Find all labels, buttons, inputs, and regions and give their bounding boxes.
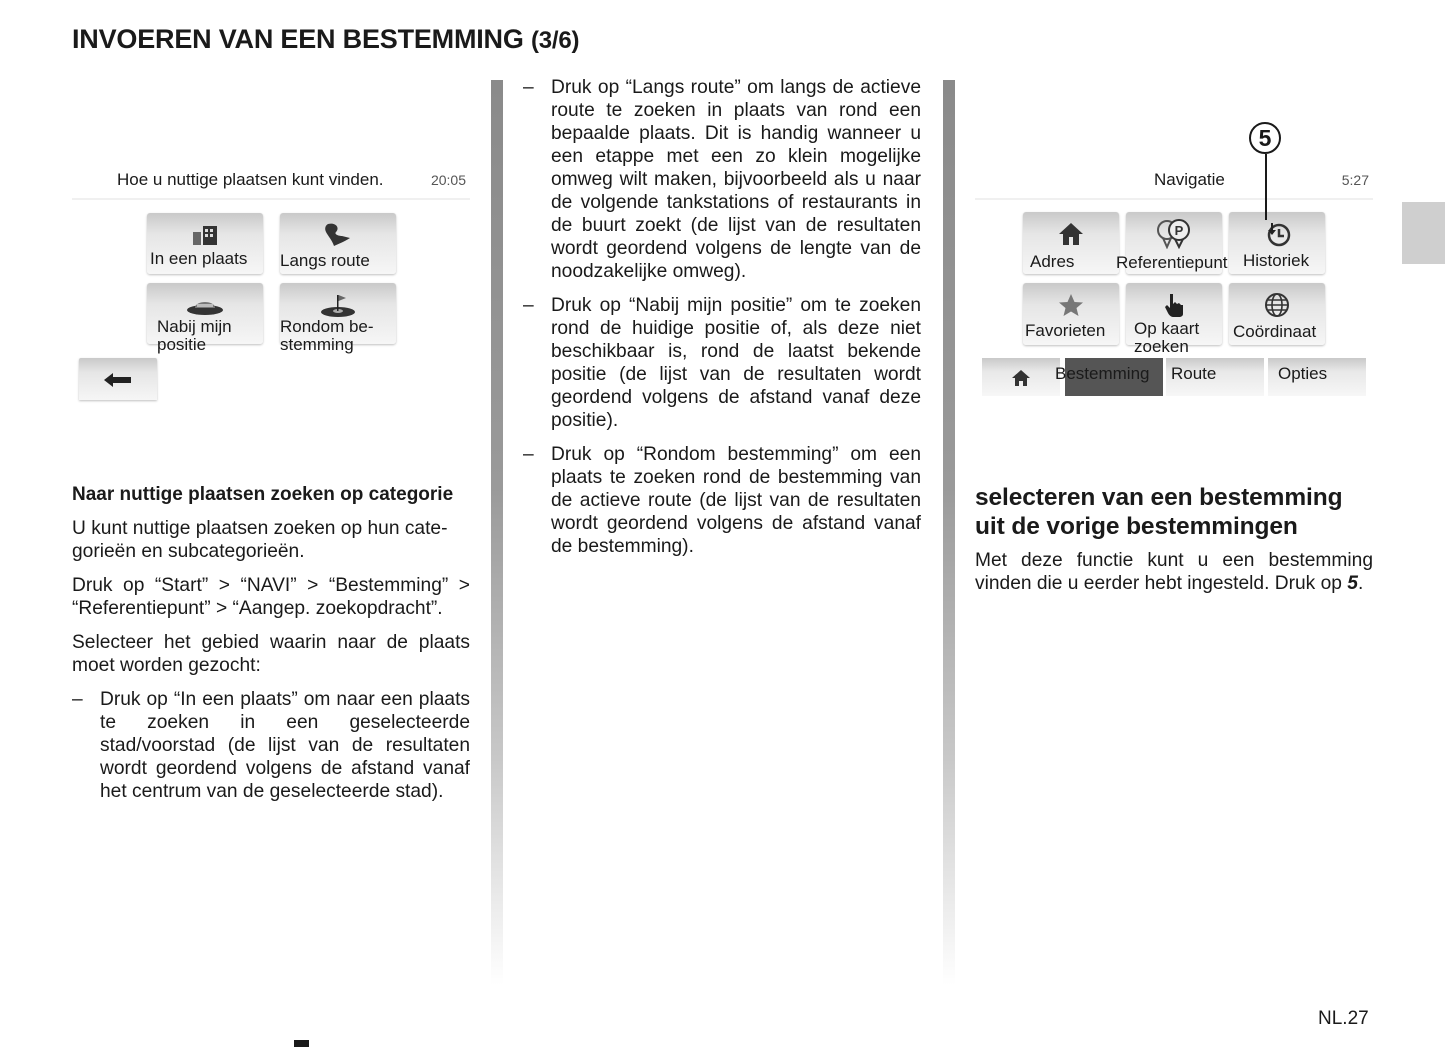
button-label: Langs route xyxy=(280,251,370,270)
page-title xyxy=(72,24,579,55)
tab-bestemming[interactable] xyxy=(1055,358,1163,396)
paragraph: Druk op “Start” > “NAVI” > “Bestemming” > “Referentiepunt” > “Aangep. zoekopdracht”. xyxy=(72,575,470,619)
referentiepunt-button[interactable] xyxy=(1116,212,1228,274)
bullet-dash: – xyxy=(523,77,534,98)
bullet-item xyxy=(72,688,470,803)
favorieten-button[interactable] xyxy=(1023,283,1119,345)
destination-flag-icon xyxy=(280,291,396,319)
op-kaart-zoeken-button[interactable] xyxy=(1126,283,1222,356)
screen-title: Hoe u nuttige plaatsen kunt vinden. xyxy=(117,170,384,189)
callout-reference: 5 xyxy=(1347,573,1358,594)
nabij-mijn-positie-button[interactable] xyxy=(147,283,263,354)
category-search-heading: Naar nuttige plaatsen zoeken op categorie xyxy=(72,484,454,505)
star-icon xyxy=(1023,291,1119,319)
history-clock-icon xyxy=(1229,220,1325,248)
label-line2: positie xyxy=(157,335,207,354)
bullet-text: Druk op “Nabij mijn positie” om te zoeken rond de huidige positie of, als deze niet beschikbaar is, rond de laatst bekende positie (de lijst van de resultaten wordt geordend volgens de afstand vanaf deze positie). xyxy=(551,295,921,431)
tab-label: Bestemming xyxy=(1055,364,1150,383)
city-buildings-icon xyxy=(147,221,263,249)
column-left-text xyxy=(72,483,470,814)
page-title-text: INVOEREN VAN EEN BESTEMMING xyxy=(72,24,524,54)
langs-route-button[interactable] xyxy=(280,213,396,274)
label-line2: zoeken xyxy=(1134,337,1189,356)
callout-leader-line xyxy=(1265,154,1267,220)
hand-pointer-icon xyxy=(1126,291,1222,319)
screen-title: Navigatie xyxy=(1154,170,1225,189)
button-label: Adres xyxy=(1030,252,1075,271)
bullet-dash: – xyxy=(72,689,83,710)
screen-header xyxy=(72,160,470,200)
tab-home[interactable] xyxy=(982,358,1060,396)
callout-marker: 5 xyxy=(1249,122,1281,154)
tab-label: Opties xyxy=(1278,364,1328,383)
route-road-icon xyxy=(280,221,396,249)
bullet-dash: – xyxy=(523,295,534,316)
tab-label: Route xyxy=(1171,364,1217,383)
screen-clock: 20:05 xyxy=(430,172,466,188)
button-label xyxy=(280,318,374,354)
nav-tab-bar xyxy=(982,358,1367,396)
car-position-icon xyxy=(147,291,263,319)
paragraph: U kunt nuttige plaatsen zoeken op hun categorieën en subcategorieën. xyxy=(72,518,448,562)
column-divider-left xyxy=(491,80,503,985)
back-button[interactable] xyxy=(79,358,157,400)
rondom-bestemming-button[interactable] xyxy=(280,283,396,354)
adres-button[interactable] xyxy=(1023,212,1119,274)
paragraph: Selecteer het gebied waarin naar de plaats moet worden gezocht: xyxy=(72,632,470,676)
button-label: Coördinaat xyxy=(1233,322,1317,341)
in-een-plaats-button[interactable] xyxy=(147,213,263,274)
globe-icon xyxy=(1229,291,1325,319)
historiek-button[interactable] xyxy=(1229,212,1325,274)
button-label xyxy=(157,318,232,354)
paragraph-end: . xyxy=(1357,573,1364,594)
page-title-part: (3/6) xyxy=(530,27,580,54)
label-line1: Op kaart xyxy=(1134,319,1200,338)
bullet-item xyxy=(523,443,921,558)
poi-pins-icon xyxy=(1126,220,1222,248)
bullet-item xyxy=(523,294,921,432)
column-right-text xyxy=(975,483,1373,606)
label-line2: stemming xyxy=(280,335,354,354)
bullet-item xyxy=(523,76,921,283)
paragraph-text: Met deze functie kunt u een bestemming vinden die u eerder hebt ingesteld. Druk op xyxy=(975,550,1373,594)
column-divider-right xyxy=(943,80,955,985)
bullet-dash: – xyxy=(523,444,534,465)
column-middle-text xyxy=(523,76,921,569)
label-line1: Rondom be- xyxy=(280,317,374,336)
house-icon xyxy=(1023,220,1119,248)
previous-destinations-heading: selecteren van een bestemming uit de vorige bestemmingen xyxy=(975,484,1343,540)
tab-route[interactable] xyxy=(1166,358,1264,396)
screen-clock: 5:27 xyxy=(1341,172,1369,188)
bullet-text: Druk op “In een plaats” om naar een plaats te zoeken in een geselecteerde stad/voorstad (de lijst van de resultaten wordt geordend volgens de afstand vanaf het centrum van de geselecteerde stad). xyxy=(100,689,470,802)
button-label: In een plaats xyxy=(150,249,248,268)
button-label: Historiek xyxy=(1243,251,1310,270)
page-number: NL.27 xyxy=(1318,1008,1369,1029)
bullet-text: Druk op “Rondom bestemming” om een plaats te zoeken rond de bestemming van de actieve route (de lijst van de resultaten wordt geordend volgens de afstand vanaf de bestemming). xyxy=(551,444,921,557)
screen-header xyxy=(975,160,1373,200)
chapter-tab-marker xyxy=(1402,202,1445,264)
coordinaat-button[interactable] xyxy=(1229,283,1325,345)
button-label xyxy=(1134,320,1199,356)
label-line1: Nabij mijn xyxy=(157,317,232,336)
poi-search-screen xyxy=(72,160,470,400)
crop-mark xyxy=(294,1040,309,1047)
home-icon xyxy=(1012,370,1030,391)
button-label: Referentiepunt xyxy=(1116,253,1228,272)
tab-opties[interactable] xyxy=(1268,358,1366,396)
back-arrow-icon xyxy=(79,366,157,394)
button-label: Favorieten xyxy=(1025,321,1106,340)
svg-text:P: P xyxy=(1174,223,1184,238)
navigation-screen xyxy=(975,160,1373,400)
paragraph xyxy=(975,549,1373,595)
bullet-text: Druk op “Langs route” om langs de actieve route te zoeken in plaats van rond een bepaalde plaats. Dit is handig wanneer u een etappe met een zo klein mogelijke omweg wilt maken, bijvoorbeeld als u naar de volgende tankstations of restaurants in de buurt zoekt (de lijst van de resultaten wordt geordend volgens de lengte van de noodzakelijke omweg). xyxy=(551,77,921,282)
